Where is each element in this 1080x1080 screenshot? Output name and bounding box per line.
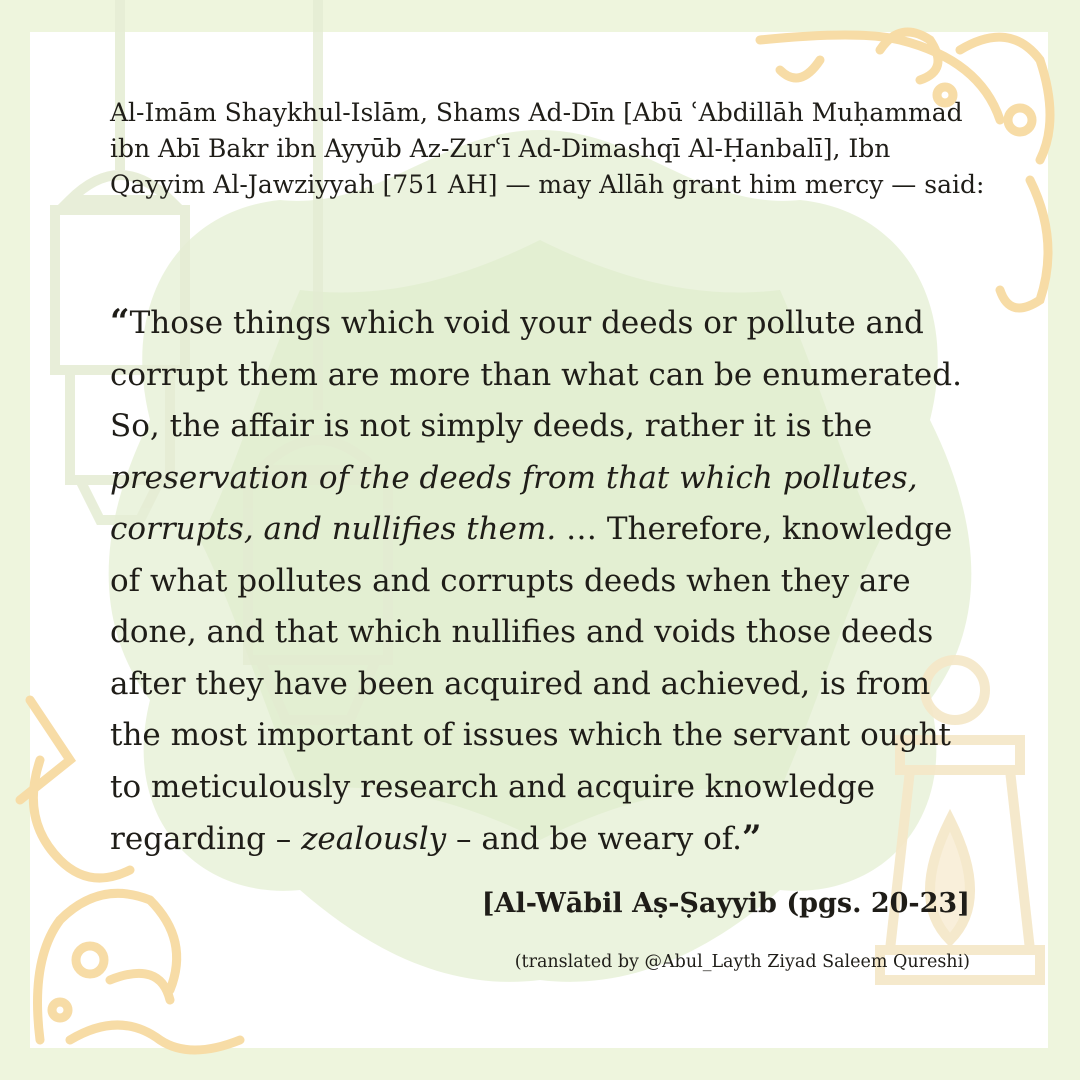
translator-credit: (translated by @Abul_Layth Ziyad Saleem Qureshi)	[514, 952, 970, 972]
open-quote-mark: “	[110, 302, 130, 342]
quote-text-part-1: Those things which void your deeds or pollute and corrupt them are more than what can be enumerated. So, the affair is not simply deeds, rather it is the	[110, 305, 962, 444]
intro-attribution: Al-Imām Shaykhul-Islām, Shams Ad-Dīn [Abū ʿAbdillāh Muḥammad ibn Abī Bakr ibn Ayyūb Az-Zurʿī Ad-Dimashqī Al-Ḥanbalī], Ibn Qayyim Al-Jawziyyah [751 AH] — may Allāh grant him mercy — said:	[110, 98, 985, 199]
quote-block	[110, 297, 980, 866]
quote-text-part-3: – and be weary of.	[446, 821, 742, 857]
quote-text-part-2: … Therefore, knowledge of what pollutes and corrupts deeds when they are done, and that which nullifies and voids those deeds after they have been acquired and achieved, is from the most important of issues which the servant ought to meticulously research and acquire knowledge regarding –	[110, 511, 953, 857]
quote-emphasis-preservation: preservation of the deeds from that which pollutes, corrupts, and nullifies them.	[110, 459, 918, 547]
quote-emphasis-zealously: zealously	[301, 821, 447, 857]
close-quote-mark: ”	[741, 818, 762, 858]
source-reference: [Al-Wābil Aṣ-Ṣayyib (pgs. 20-23]	[481, 888, 970, 919]
